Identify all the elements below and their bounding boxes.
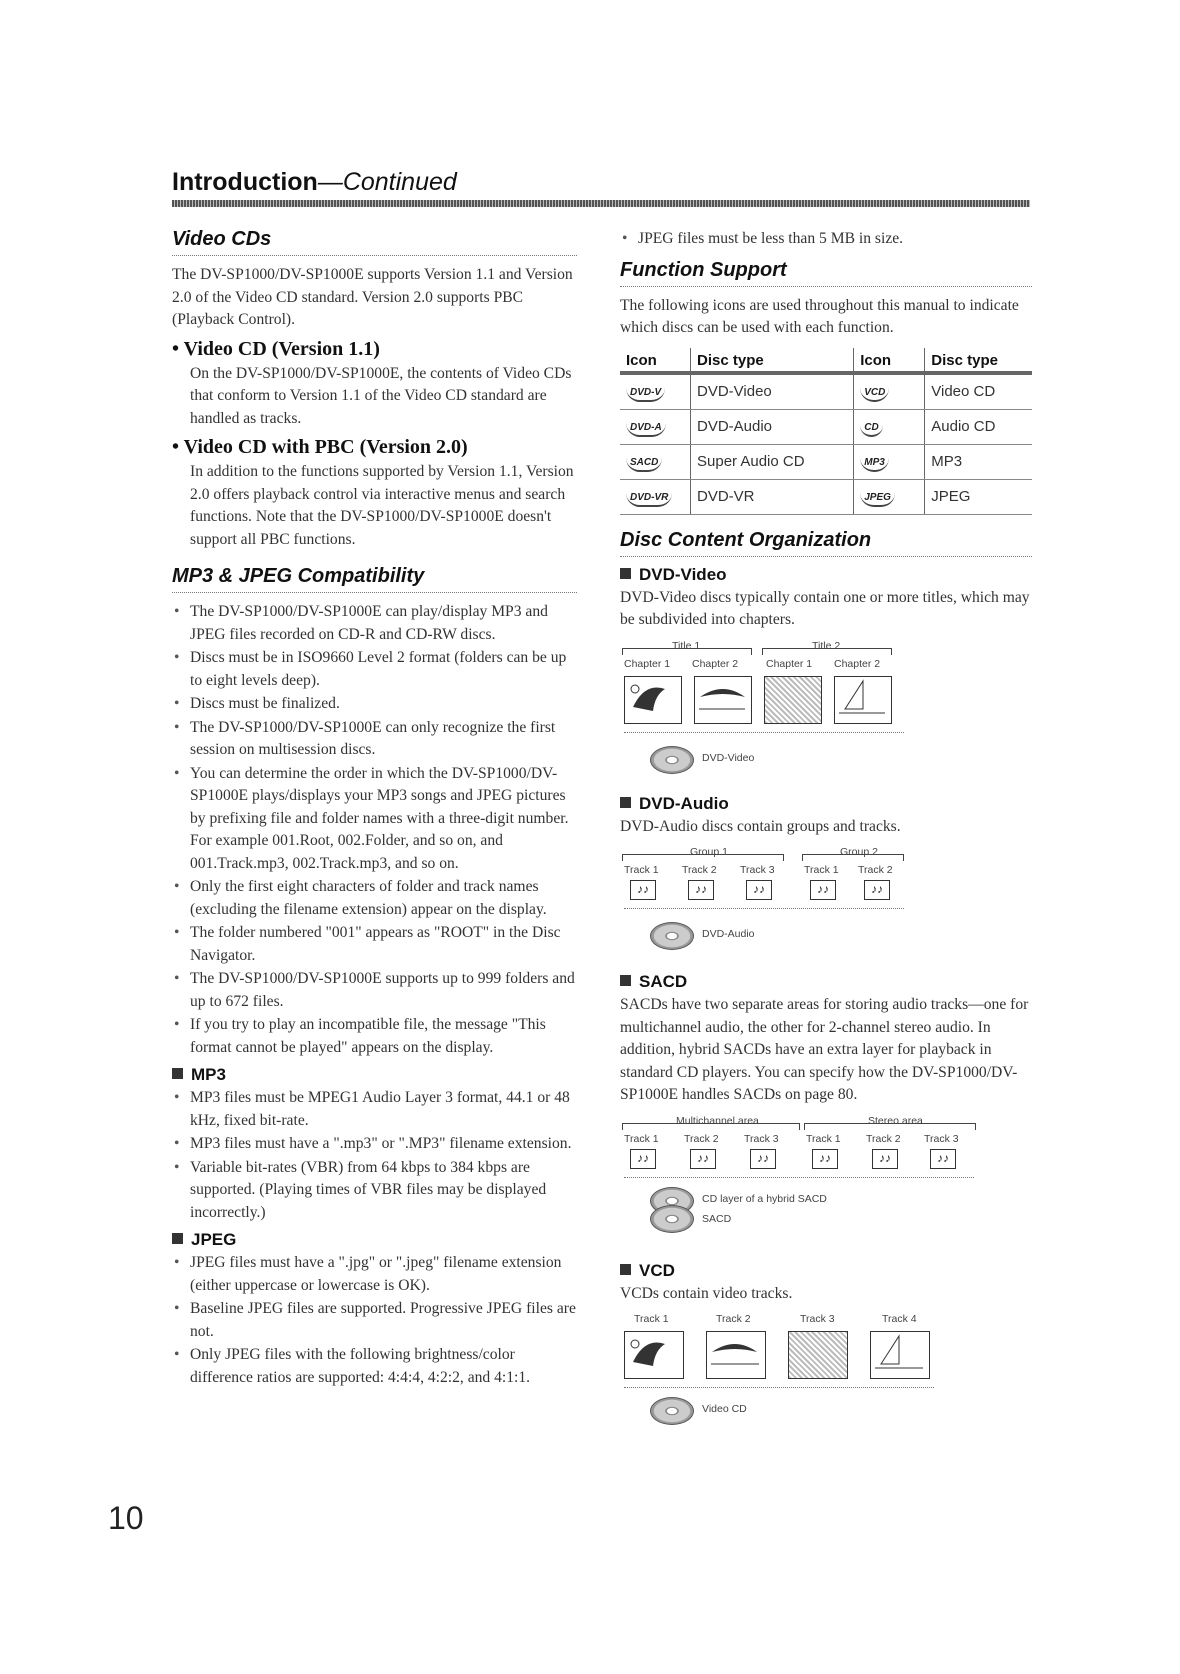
list-item: • The folder numbered "001" appears as "ROOT" in the Disc Navigator.: [172, 922, 577, 967]
mp3-icon: MP3: [860, 456, 889, 472]
list-item: • MP3 files must be MPEG1 Audio Layer 3 format, 44.1 or 48 kHz, fixed bit-rate.: [172, 1087, 577, 1132]
music-note-icon: ♪♪: [630, 1149, 656, 1169]
music-note-icon: ♪♪: [746, 880, 772, 900]
track-label: Track 1: [624, 1132, 659, 1145]
mp3-list: [172, 1087, 577, 1224]
disc-label: DVD-Video: [702, 751, 755, 764]
disc-type-cell: DVD-VR: [691, 479, 854, 514]
disc-type-cell: Video CD: [925, 373, 1032, 410]
track-label: Track 2: [682, 864, 717, 876]
track-label: Track 2: [866, 1132, 901, 1145]
jpeg-list-cont: [620, 228, 1032, 251]
disc-type-cell: JPEG: [925, 479, 1032, 514]
disc-icon: [650, 922, 694, 950]
function-table: [620, 348, 1032, 515]
chapter-label: Chapter 1: [766, 657, 813, 670]
col-disc-type: Disc type: [925, 348, 1032, 373]
list-item: • The DV-SP1000/DV-SP1000E can play/display MP3 and JPEG files recorded on CD-R and CD-RW discs.: [172, 601, 577, 646]
disc-icon: [650, 1397, 694, 1425]
list-item: • Discs must be in ISO9660 Level 2 format (folders can be up to eight levels deep).: [172, 647, 577, 692]
dvd-video-diagram: [620, 638, 1032, 788]
dvd-video-heading: DVD-Video: [620, 565, 1032, 585]
table-header-row: [620, 348, 1032, 373]
table-row: [620, 409, 1032, 444]
disc-label: Video CD: [702, 1403, 747, 1415]
table-row: [620, 444, 1032, 479]
mp3-jpeg-title: MP3 & JPEG Compatibility: [172, 565, 577, 593]
mp3-heading: MP3: [172, 1065, 577, 1085]
left-column: [172, 228, 577, 1395]
track-label: Track 4: [882, 1313, 917, 1325]
track-label: Track 2: [684, 1132, 719, 1145]
col-disc-type: Disc type: [691, 348, 854, 373]
fish-picture: [788, 1331, 848, 1379]
track-label: Track 2: [858, 864, 893, 876]
function-support-intro: The following icons are used throughout this manual to indicate which discs can be used with each function.: [620, 296, 1019, 336]
vcd-icon: VCD: [860, 386, 889, 402]
music-note-icon: ♪♪: [930, 1149, 956, 1169]
square-bullet-icon: [620, 568, 631, 579]
track-label: Track 2: [716, 1313, 751, 1325]
right-column: [620, 228, 1032, 1447]
music-note-icon: ♪♪: [630, 880, 656, 900]
music-note-icon: ♪♪: [688, 880, 714, 900]
list-item: • JPEG files must have a ".jpg" or ".jpeg" filename extension (either uppercase or lowercase is OK).: [172, 1252, 577, 1297]
video-cds-title: Video CDs: [172, 228, 577, 256]
page-number: 10: [108, 1500, 144, 1536]
group-label: Group 2: [840, 846, 878, 858]
track-label: Track 3: [744, 1132, 779, 1145]
track-label: Track 3: [800, 1313, 835, 1325]
bird-picture: [694, 676, 752, 724]
track-label: Track 1: [806, 1132, 841, 1145]
group-label: Group 1: [690, 846, 728, 858]
music-note-icon: ♪♪: [872, 1149, 898, 1169]
col-icon: Icon: [620, 348, 691, 373]
dvd-audio-heading: DVD-Audio: [620, 794, 1032, 814]
dvd-video-text: DVD-Video discs typically contain one or more titles, which may be subdivided into chapters.: [620, 588, 1030, 628]
dolphin-picture: [624, 1331, 684, 1379]
chapter-label: Chapter 2: [692, 657, 739, 670]
disc-type-cell: Audio CD: [925, 409, 1032, 444]
jpeg-list: [172, 1252, 577, 1389]
sacd-text: SACDs have two separate areas for storing audio tracks—one for multichannel audio, the other for 2-channel stereo audio. In addition, hybrid SACDs have an extra layer for playback in standard CD players. You can specify how the DV-SP1000/DV-SP1000E handles SACDs on page 80.: [620, 996, 1029, 1103]
square-bullet-icon: [172, 1233, 183, 1244]
cd-icon: CD: [860, 421, 882, 437]
disc-label: SACD: [702, 1212, 732, 1225]
list-item: • JPEG files must be less than 5 MB in size.: [620, 228, 1032, 251]
table-row: [620, 479, 1032, 514]
disc-type-cell: DVD-Audio: [691, 409, 854, 444]
square-bullet-icon: [620, 797, 631, 808]
function-support-title: Function Support: [620, 259, 1032, 287]
col-icon: Icon: [854, 348, 925, 373]
table-row: [620, 373, 1032, 410]
vcd-diagram: [620, 1311, 1032, 1441]
vcd-v20-text: In addition to the functions supported by Version 1.1, Version 2.0 offers playback control via interactive menus and search functions. Note that the DV-SP1000/DV-SP1000E doesn't support all PBC functions.: [190, 463, 574, 548]
disc-type-cell: MP3: [925, 444, 1032, 479]
vcd-v11-text: On the DV-SP1000/DV-SP1000E, the contents of Video CDs that conform to Version 1.1 of the Video CD standard are handled as tracks.: [190, 364, 572, 427]
sailboat-picture: [834, 676, 892, 724]
sacd-diagram: [620, 1113, 1032, 1255]
list-item: • Variable bit-rates (VBR) from 64 kbps to 384 kbps are supported. (Playing times of VBR files may be displayed incorrectly.): [172, 1157, 577, 1225]
sailboat-picture: [870, 1331, 930, 1379]
track-label: Track 3: [740, 864, 775, 876]
square-bullet-icon: [172, 1068, 183, 1079]
music-note-icon: ♪♪: [864, 880, 890, 900]
music-note-icon: ♪♪: [810, 880, 836, 900]
track-label: Track 1: [804, 864, 839, 876]
fish-picture: [764, 676, 822, 724]
cd-layer-label: CD layer of a hybrid SACD: [702, 1192, 827, 1205]
chapter-label: Chapter 1: [624, 657, 671, 670]
disc-icon: [650, 746, 694, 774]
list-item: • You can determine the order in which the DV-SP1000/DV-SP1000E plays/displays your MP3 songs and JPEG pictures by prefixing file and folder names with a three-digit number. For example 001.Root, 002.Folder, and so on, and 001.Track.mp3, 002.Track.mp3, and so on.: [172, 763, 577, 876]
list-item: • Only the first eight characters of folder and track names (excluding the filename extension) appear on the display.: [172, 876, 577, 921]
vcd-heading: VCD: [620, 1261, 1032, 1281]
area-label: Multichannel area: [676, 1114, 759, 1127]
title-label: Title 1: [672, 639, 701, 652]
disc-content-title: Disc Content Organization: [620, 529, 1032, 557]
chapter-label: Chapter 2: [834, 657, 881, 670]
jpeg-heading: JPEG: [172, 1230, 577, 1250]
list-item: • Only JPEG files with the following brightness/color difference ratios are supported: 4:4:4, 4:2:2, and 4:1:1.: [172, 1344, 577, 1389]
area-label: Stereo area: [868, 1114, 923, 1127]
dvd-audio-icon: DVD-A: [626, 421, 666, 437]
list-item: • MP3 files must have a ".mp3" or ".MP3" filename extension.: [172, 1133, 577, 1156]
disc-type-cell: DVD-Video: [691, 373, 854, 410]
sacd-heading: SACD: [620, 972, 1032, 992]
list-item: • The DV-SP1000/DV-SP1000E can only recognize the first session on multisession discs.: [172, 717, 577, 762]
dolphin-picture: [624, 676, 682, 724]
list-item: • Baseline JPEG files are supported. Progressive JPEG files are not.: [172, 1298, 577, 1343]
disc-type-cell: Super Audio CD: [691, 444, 854, 479]
square-bullet-icon: [620, 975, 631, 986]
dvd-video-icon: DVD-V: [626, 386, 665, 402]
header-rule: [172, 200, 1030, 207]
music-note-icon: ♪♪: [812, 1149, 838, 1169]
music-note-icon: ♪♪: [750, 1149, 776, 1169]
track-label: Track 1: [634, 1313, 669, 1325]
list-item: • If you try to play an incompatible file, the message "This format cannot be played" appears on the display.: [172, 1014, 577, 1059]
sacd-icon: SACD: [626, 456, 662, 472]
disc-icon: [650, 1205, 694, 1233]
vcd-text: VCDs contain video tracks.: [620, 1284, 793, 1302]
page-header: [172, 168, 457, 197]
square-bullet-icon: [620, 1264, 631, 1275]
music-note-icon: ♪♪: [690, 1149, 716, 1169]
header-title: Introduction: [172, 168, 318, 196]
vcd-v20-heading: • Video CD with PBC (Version 2.0): [172, 436, 468, 458]
list-item: • Discs must be finalized.: [172, 693, 577, 716]
dvd-vr-icon: DVD-VR: [626, 491, 672, 507]
jpeg-icon: JPEG: [860, 491, 895, 507]
header-continued: —Continued: [317, 168, 457, 196]
list-item: • The DV-SP1000/DV-SP1000E supports up to 999 folders and up to 672 files.: [172, 968, 577, 1013]
track-label: Track 3: [924, 1132, 959, 1145]
title-label: Title 2: [812, 639, 841, 652]
video-cds-intro: The DV-SP1000/DV-SP1000E supports Version 1.1 and Version 2.0 of the Video CD standard. Version 2.0 supports PBC (Playback Control).: [172, 266, 573, 328]
bird-picture: [706, 1331, 766, 1379]
mp3-jpeg-list: [172, 601, 577, 1059]
track-label: Track 1: [624, 864, 659, 876]
vcd-v11-heading: • Video CD (Version 1.1): [172, 337, 380, 360]
dvd-audio-diagram: [620, 844, 1032, 966]
disc-label: DVD-Audio: [702, 928, 755, 940]
dvd-audio-text: DVD-Audio discs contain groups and tracks.: [620, 817, 901, 835]
